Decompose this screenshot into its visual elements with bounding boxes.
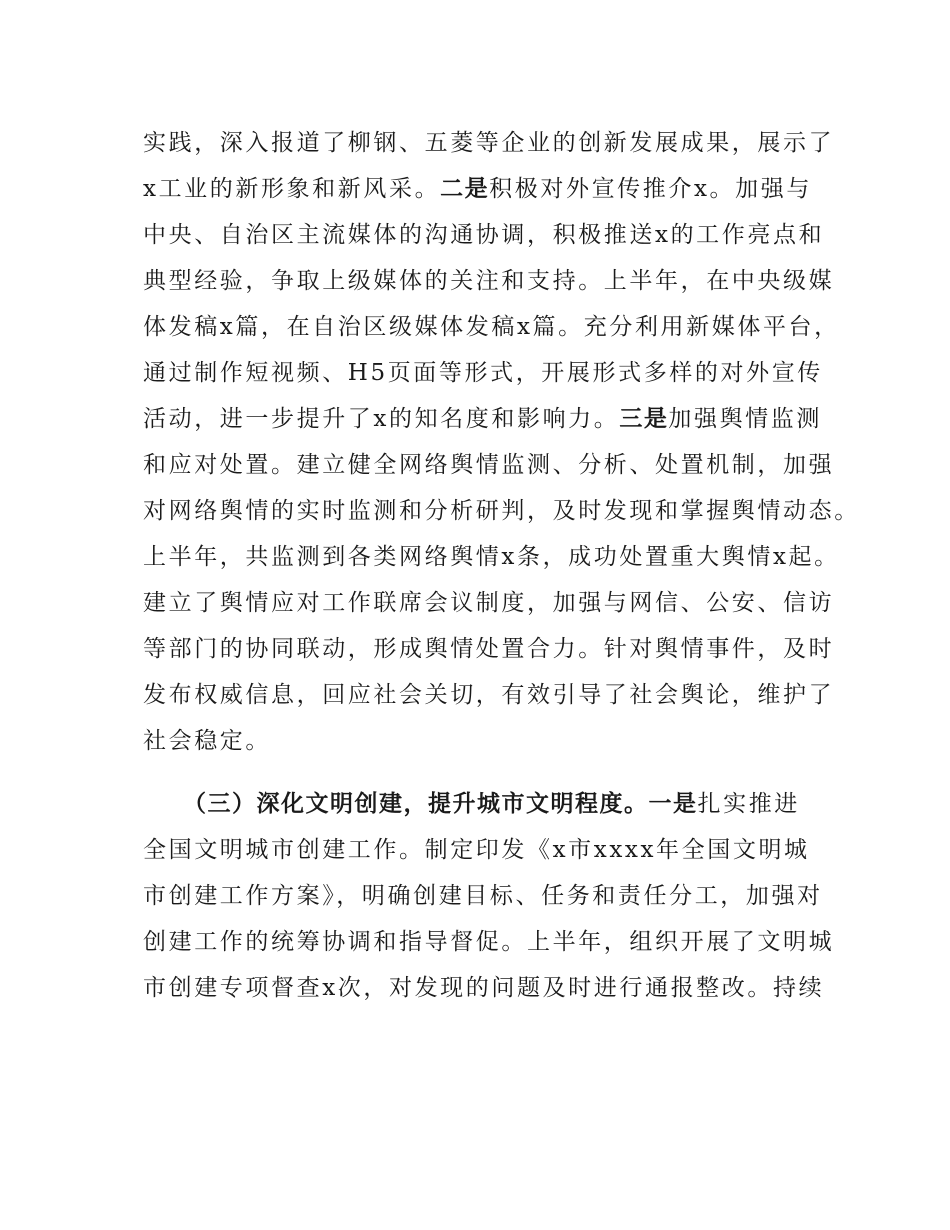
- text-line: 发布权威信息，回应社会关切，有效引导了社会舆论，维护了: [143, 682, 835, 708]
- text-line: 通过制作短视频、H5页面等形式，开展形式多样的对外宣传: [143, 360, 823, 386]
- bold-marker: 三是: [619, 406, 669, 432]
- bold-marker: 二是: [440, 176, 490, 202]
- text-line-indented: （三）深化文明创建，提升城市文明程度。一是扎实推进: [183, 791, 800, 817]
- section-heading: （三）深化文明创建，提升城市文明程度。: [183, 791, 649, 817]
- text-line: 体发稿x篇，在自治区级媒体发稿x篇。充分利用新媒体平台，: [143, 314, 840, 340]
- text-line: x工业的新形象和新风采。二是积极对外宣传推介x。加强与: [143, 176, 812, 202]
- text-line: 活动，进一步提升了x的知名度和影响力。三是加强舆情监测: [143, 406, 822, 432]
- bold-marker: 一是: [648, 791, 698, 817]
- text-line: 中央、自治区主流媒体的沟通协调，积极推送x的工作亮点和: [143, 222, 825, 248]
- text-line: 典型经验，争取上级媒体的关注和支持。上半年，在中央级媒: [143, 268, 835, 294]
- text-line: 上半年，共监测到各类网络舆情x条，成功处置重大舆情x起。: [143, 544, 840, 570]
- text-line: 实践，深入报道了柳钢、五菱等企业的创新发展成果，展示了: [143, 130, 835, 156]
- text-line: 等部门的协同联动，形成舆情处置合力。针对舆情事件，及时: [143, 636, 835, 662]
- text-line: 市创建专项督查x次，对发现的问题及时进行通报整改。持续: [143, 975, 825, 1001]
- text-line: 和应对处置。建立健全网络舆情监测、分析、处置机制，加强: [143, 452, 835, 478]
- text-line: 社会稳定。: [143, 728, 271, 754]
- text-line: 市创建工作方案》，明确创建目标、任务和责任分工，加强对: [143, 883, 823, 909]
- text-line: 全国文明城市创建工作。制定印发《x市xxxx年全国文明城: [143, 837, 810, 863]
- text-line: 创建工作的统筹协调和指导督促。上半年，组织开展了文明城: [143, 929, 835, 955]
- text-line: 建立了舆情应对工作联席会议制度，加强与网信、公安、信访: [143, 590, 835, 616]
- text-line: 对网络舆情的实时监测和分析研判，及时发现和掌握舆情动态。: [143, 498, 860, 524]
